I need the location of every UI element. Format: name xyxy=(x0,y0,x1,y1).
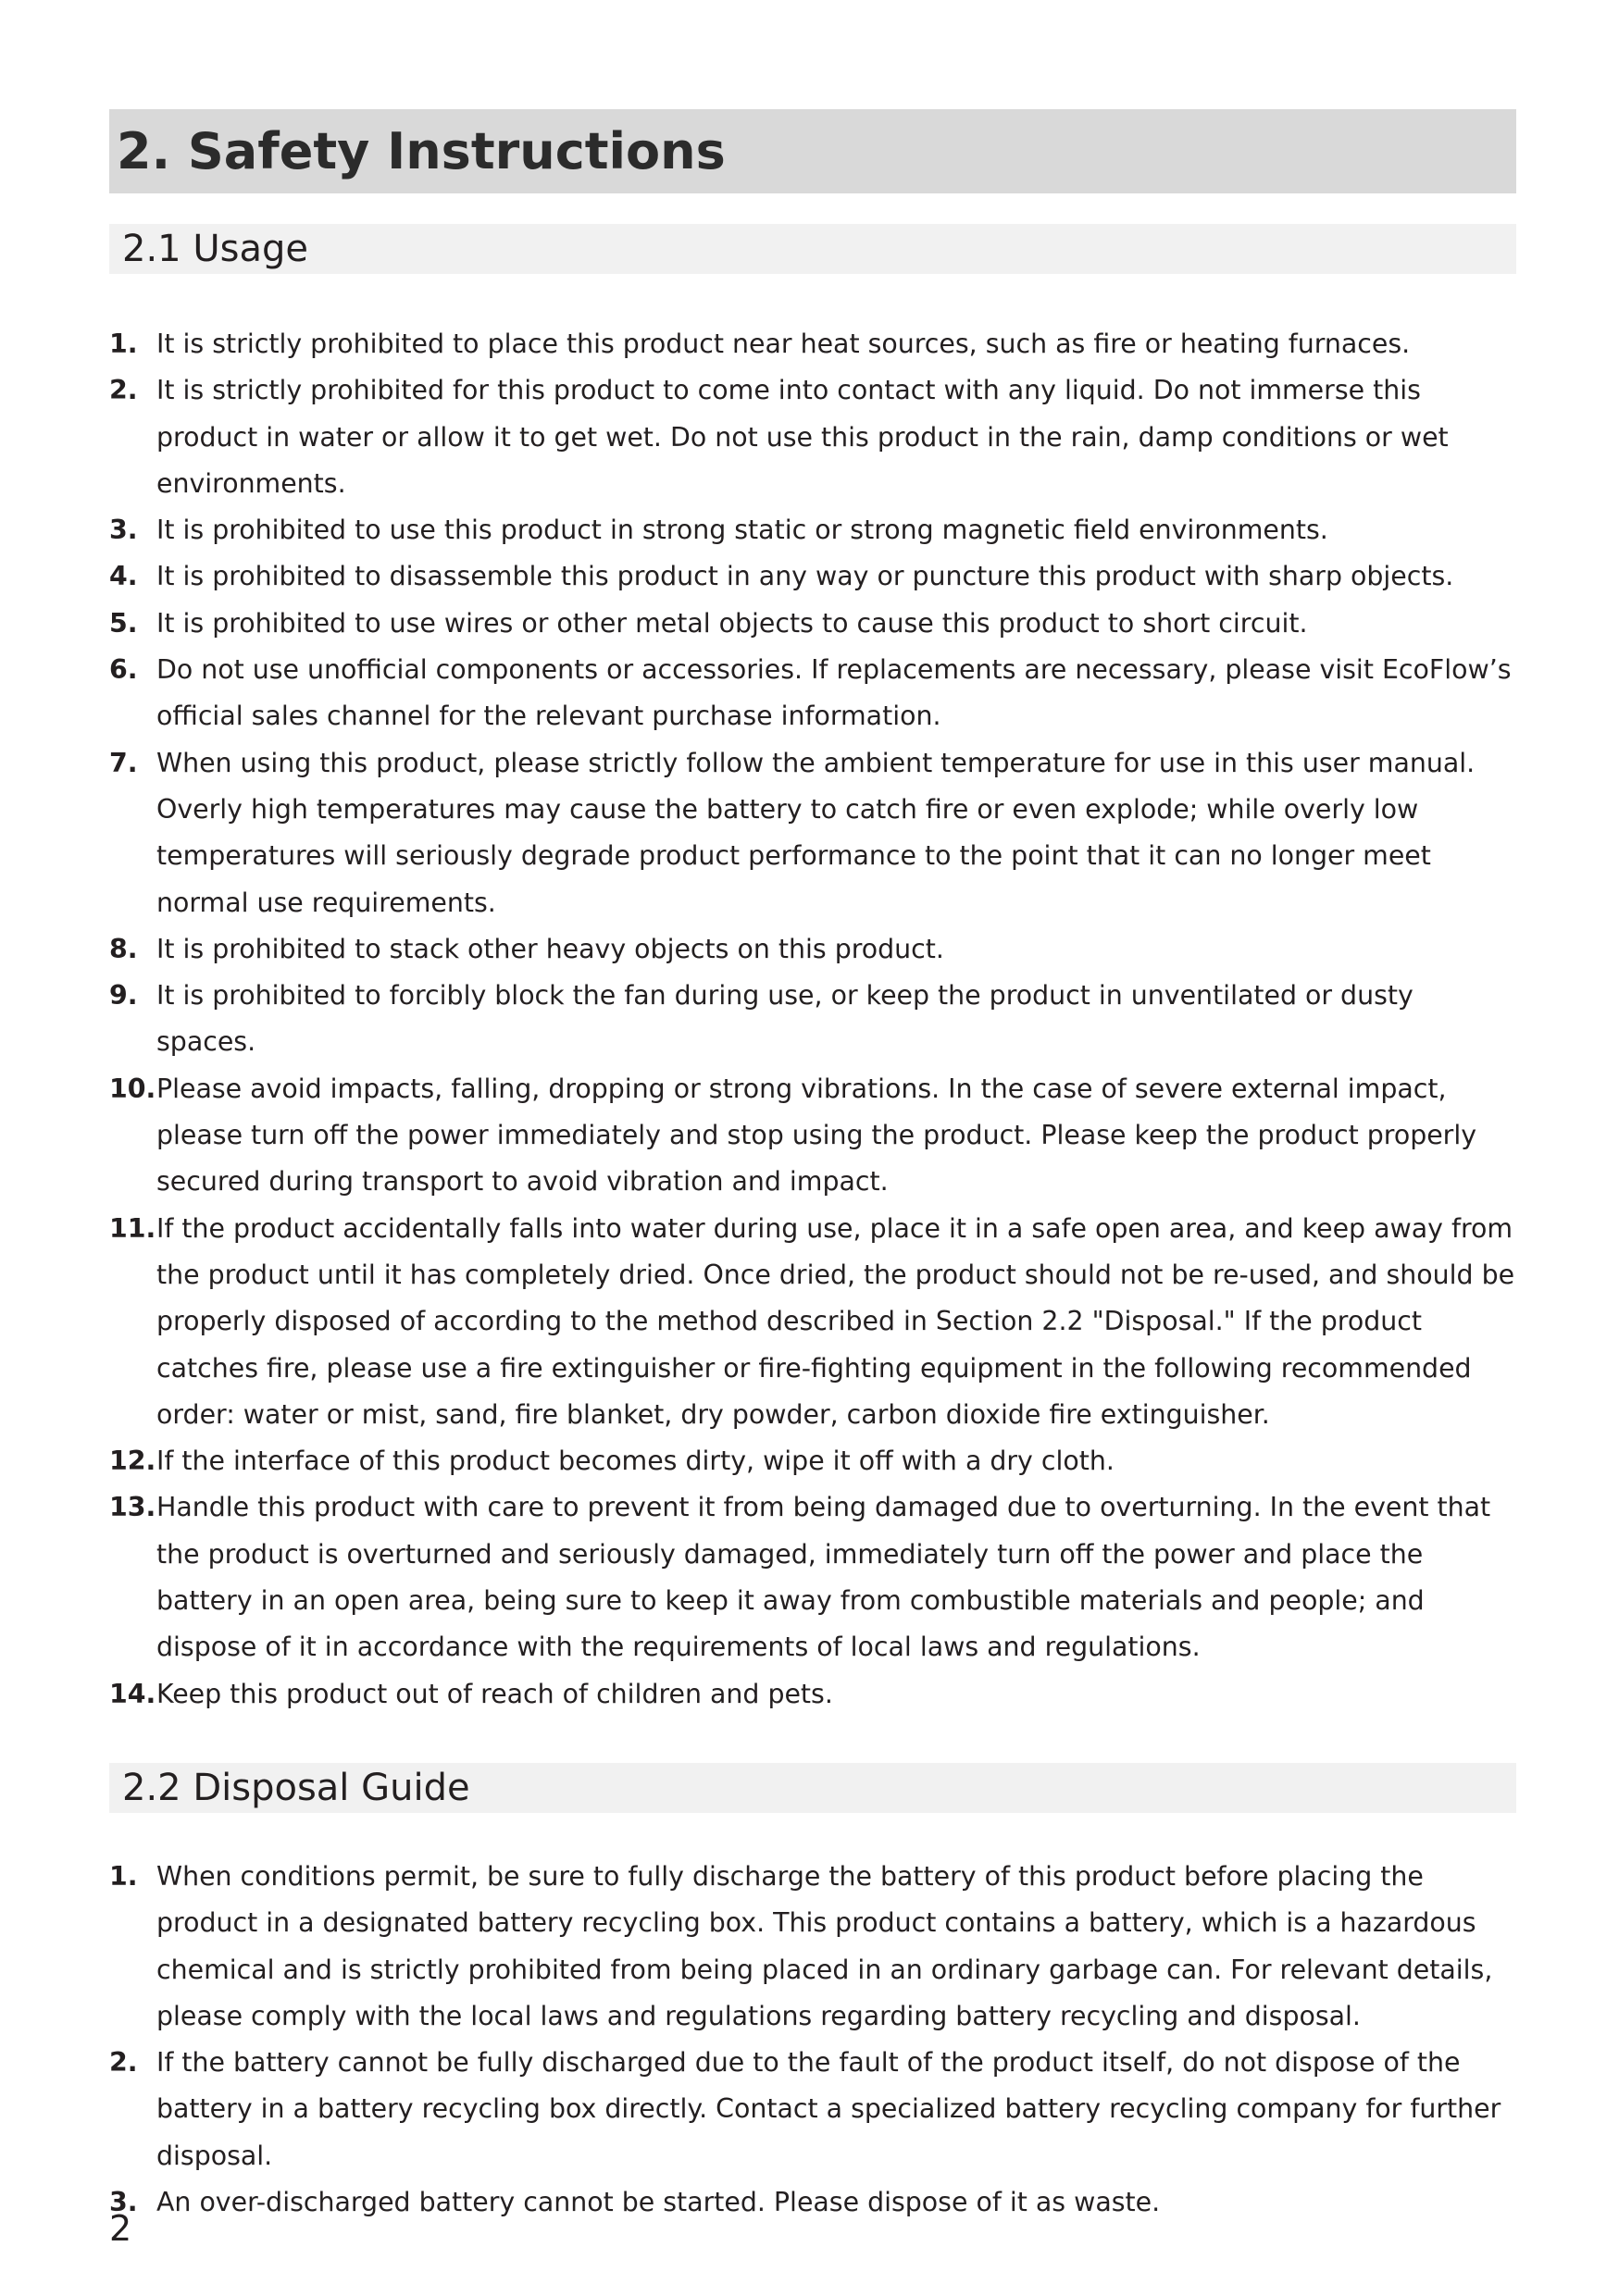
item-text: An over-discharged battery cannot be started. Please dispose of it as waste. xyxy=(156,2186,1161,2217)
list-item xyxy=(109,1484,1516,1670)
section-heading-disposal-guide: 2.2 Disposal Guide xyxy=(109,1763,1516,1813)
disposal-list xyxy=(109,1854,1516,2226)
list-item xyxy=(109,507,1516,553)
item-text: It is strictly prohibited for this product to come into contact with any liquid. Do not immerse this product in water or allow it to get wet. Do not use this product in the rain, damp conditions or wet environments. xyxy=(156,375,1449,499)
item-text: If the interface of this product becomes dirty, wipe it off with a dry cloth. xyxy=(156,1446,1115,1477)
item-text: Please avoid impacts, falling, dropping or strong vibrations. In the case of severe external impact, please turn off the power immediately and stop using the product. Please keep the product properly secured during transport to avoid vibration and impact. xyxy=(156,1073,1477,1198)
item-text: It is prohibited to disassemble this product in any way or puncture this product with sharp objects. xyxy=(156,561,1454,592)
list-item xyxy=(109,367,1516,507)
item-number: 2. xyxy=(109,2047,138,2079)
item-number: 3. xyxy=(109,2186,138,2217)
item-text: When using this product, please strictly follow the ambient temperature for use in this user manual. Overly high temperatures may cause the battery to catch fire or even explode; while overly low temperatures will seriously degrade product performance to the point that it can no longer meet normal use requirements. xyxy=(156,747,1476,918)
item-number: 13. xyxy=(109,1492,156,1523)
item-text: Keep this product out of reach of children and pets. xyxy=(156,1678,833,1709)
list-item xyxy=(109,2040,1516,2179)
list-item xyxy=(109,740,1516,926)
list-item xyxy=(109,321,1516,367)
list-item xyxy=(109,1671,1516,1718)
item-number: 14. xyxy=(109,1678,156,1709)
item-number: 8. xyxy=(109,933,138,964)
item-number: 11. xyxy=(109,1212,156,1244)
section-heading-usage: 2.1 Usage xyxy=(109,224,1516,274)
item-number: 12. xyxy=(109,1446,156,1477)
document-page xyxy=(109,109,1516,2226)
item-number: 1. xyxy=(109,329,138,359)
item-text: Handle this product with care to prevent it from being damaged due to overturning. In the event that the product is overturned and seriously damaged, immediately turn off the power and place the battery in an open area, being sure to keep it away from combustible materials and people; and dispose of it in accordance with the requirements of local laws and regulations. xyxy=(156,1492,1491,1663)
item-number: 2. xyxy=(109,375,138,406)
item-text: It is prohibited to forcibly block the fan during use, or keep the product in unventilated or dusty spaces. xyxy=(156,980,1414,1058)
item-text: If the battery cannot be fully discharged due to the fault of the product itself, do not dispose of the battery in a battery recycling box directly. Contact a specialized battery recycling company for further disposal. xyxy=(156,2047,1501,2171)
list-item xyxy=(109,926,1516,973)
item-text: Do not use unofficial components or accessories. If replacements are necessary, please visit EcoFlow’s official sales channel for the relevant purchase information. xyxy=(156,654,1512,732)
item-number: 7. xyxy=(109,747,138,778)
list-item xyxy=(109,2179,1516,2226)
list-item xyxy=(109,973,1516,1066)
list-item xyxy=(109,1206,1516,1438)
item-text: When conditions permit, be sure to fully discharge the battery of this product before placing the product in a designated battery recycling box. This product contains a battery, which is a hazardous chemical and is strictly prohibited from being placed in an ordinary garbage can. For relevant details, please comply with the local laws and regulations regarding battery recycling and disposal. xyxy=(156,1860,1493,2031)
list-item xyxy=(109,1066,1516,1206)
item-number: 9. xyxy=(109,980,138,1011)
item-text: It is prohibited to use this product in strong static or strong magnetic field environments. xyxy=(156,515,1328,546)
item-number: 6. xyxy=(109,654,138,686)
list-item xyxy=(109,1438,1516,1484)
list-item xyxy=(109,1854,1516,2040)
usage-list xyxy=(109,321,1516,1718)
list-item xyxy=(109,553,1516,600)
page-number: 2 xyxy=(109,2208,132,2249)
item-number: 1. xyxy=(109,1860,138,1892)
item-number: 10. xyxy=(109,1073,156,1104)
list-item xyxy=(109,647,1516,740)
item-text: It is prohibited to stack other heavy objects on this product. xyxy=(156,933,944,964)
list-item xyxy=(109,601,1516,647)
item-text: If the product accidentally falls into water during use, place it in a safe open area, and keep away from the product until it has completely dried. Once dried, the product should not be re-used, and should be properly disposed of according to the method described in Section 2.2 "Disposal." If the product catches fire, please use a fire extinguisher or fire-fighting equipment in the following recommended order: water or mist, sand, fire blanket, dry powder, carbon dioxide fire extinguisher. xyxy=(156,1212,1515,1430)
item-text: It is prohibited to use wires or other metal objects to cause this product to short circuit. xyxy=(156,607,1308,639)
page-title: 2. Safety Instructions xyxy=(109,109,1516,193)
item-number: 5. xyxy=(109,607,138,639)
item-text: It is strictly prohibited to place this product near heat sources, such as fire or heating furnaces. xyxy=(156,329,1411,359)
item-number: 4. xyxy=(109,561,138,592)
item-number: 3. xyxy=(109,515,138,546)
